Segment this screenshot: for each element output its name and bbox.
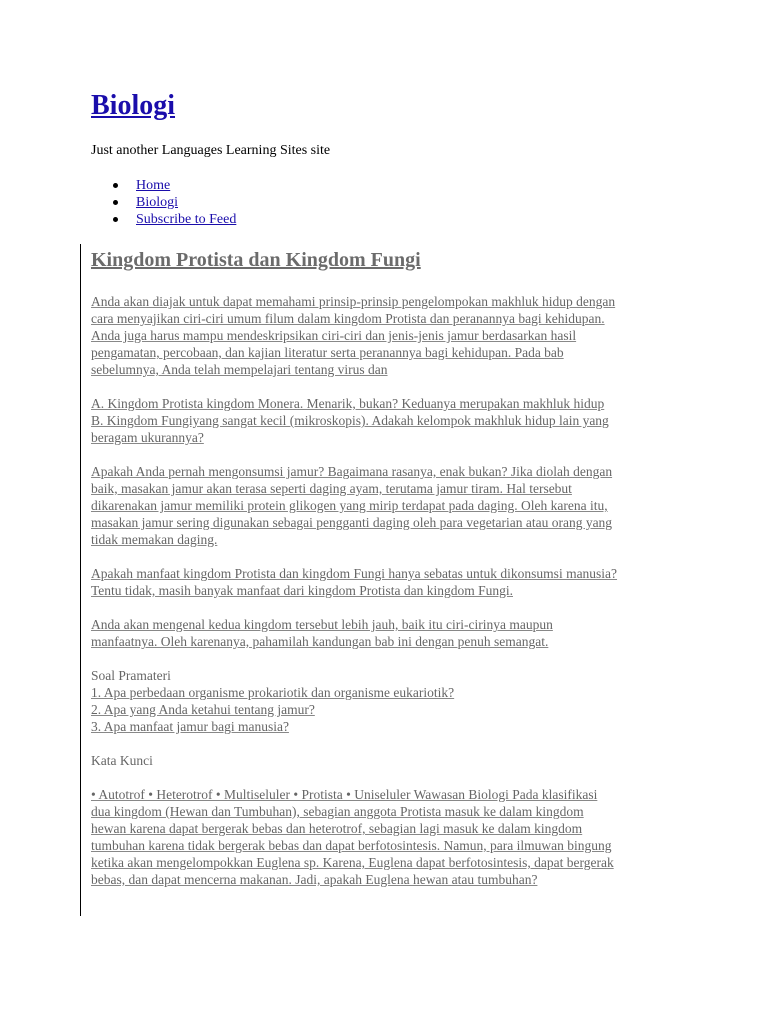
nav-item-home xyxy=(91,177,236,194)
post-soal-pramateri xyxy=(91,667,691,735)
paragraph-line: Apakah Anda pernah mengonsumsi jamur? Bagaimana rasanya, enak bukan? Jika diolah dengan xyxy=(91,464,613,479)
site-title xyxy=(91,88,175,124)
soal-item: 2. Apa yang Anda ketahui tentang jamur? xyxy=(91,702,315,717)
kata-kunci-heading: Kata Kunci xyxy=(91,753,153,768)
paragraph-line: Anda juga harus mampu mendeskripsikan ciri-ciri dan jenis-jenis jamur berdasarkan hasil xyxy=(91,328,577,343)
paragraph-line: Apakah manfaat kingdom Protista dan kingdom Fungi hanya sebatas untuk dikonsumsi manusia? xyxy=(91,566,618,581)
soal-heading: Soal Pramateri xyxy=(91,668,171,683)
paragraph-line: hewan karena dapat bergerak bebas dan heterotrof, sebagian lagi masuk ke dalam kingdom xyxy=(91,821,583,836)
paragraph-line: B. Kingdom Fungiyang sangat kecil (mikroskopis). Adakah kelompok makhluk hidup lain yang xyxy=(91,413,609,428)
site-tagline: Just another Languages Learning Sites site xyxy=(91,143,331,158)
paragraph-line: A. Kingdom Protista kingdom Monera. Menarik, bukan? Keduanya merupakan makhluk hidup xyxy=(91,396,605,411)
nav-link-subscribe-to-feed[interactable]: Subscribe to Feed xyxy=(136,212,237,227)
post-left-border xyxy=(80,244,81,916)
paragraph-line: cara menyajikan ciri-ciri umum filum dalam kingdom Protista dan peranannya bagi kehidupan. xyxy=(91,311,605,326)
paragraph-line: Anda akan diajak untuk dapat memahami prinsip-prinsip pengelompokan makhluk hidup dengan xyxy=(91,294,616,309)
paragraph-line: dikarenakan jamur memiliki protein glikogen yang mirip terdapat pada daging. Oleh karena itu, xyxy=(91,498,608,513)
post-paragraph-intro xyxy=(91,293,691,378)
nav-link-home[interactable]: Home xyxy=(136,178,171,193)
post-paragraph-manfaat xyxy=(91,565,691,599)
site-title-link[interactable]: Biologi xyxy=(91,90,176,121)
paragraph-line: Anda akan mengenal kedua kingdom tersebut lebih jauh, baik itu ciri-cirinya maupun xyxy=(91,617,553,632)
post-paragraph-kingdoms xyxy=(91,395,691,446)
paragraph-line: manfaatnya. Oleh karenanya, pahamilah kandungan bab ini dengan penuh semangat. xyxy=(91,634,549,649)
nav-item-biologi xyxy=(91,194,236,211)
paragraph-line: • Autotrof • Heterotrof • Multiseluler • Protista • Uniseluler Wawasan Biologi Pada klasifikasi xyxy=(91,787,598,802)
paragraph-line: beragam ukurannya? xyxy=(91,430,204,445)
paragraph-line: pengamatan, percobaan, dan kajian literatur serta peranannya bagi kehidupan. Pada bab xyxy=(91,345,564,360)
paragraph-line: masakan jamur sering digunakan sebagai pengganti daging oleh para vegetarian atau orang yang xyxy=(91,515,613,530)
nav-link-biologi[interactable]: Biologi xyxy=(136,195,179,210)
post-article xyxy=(91,246,691,905)
paragraph-line: tumbuhan karena tidak bergerak bebas dan dapat berfotosintesis. Namun, para ilmuwan bingung xyxy=(91,838,612,853)
paragraph-line: bebas, dan dapat mencerna makanan. Jadi, apakah Euglena hewan atau tumbuhan? xyxy=(91,872,538,887)
paragraph-line: dua kingdom (Hewan dan Tumbuhan), sebagian anggota Protista masuk ke dalam kingdom xyxy=(91,804,584,819)
paragraph-line: Tentu tidak, masih banyak manfaat dari kingdom Protista dan kingdom Fungi. xyxy=(91,583,513,598)
post-paragraph-jamur xyxy=(91,463,691,548)
post-kata-kunci xyxy=(91,752,691,769)
post-paragraph-wawasan xyxy=(91,786,691,888)
main-nav xyxy=(91,177,236,228)
post-title[interactable]: Kingdom Protista dan Kingdom Fungi xyxy=(91,249,421,271)
post-paragraph-mengenal xyxy=(91,616,691,650)
paragraph-line: tidak memakan daging. xyxy=(91,532,218,547)
soal-item: 3. Apa manfaat jamur bagi manusia? xyxy=(91,719,289,734)
paragraph-line: baik, masakan jamur akan terasa seperti daging ayam, terutama jamur tiram. Hal tersebut xyxy=(91,481,572,496)
soal-item: 1. Apa perbedaan organisme prokariotik dan organisme eukariotik? xyxy=(91,685,455,700)
paragraph-line: ketika akan mengelompokkan Euglena sp. Karena, Euglena dapat berfotosintesis, dapat bergerak xyxy=(91,855,614,870)
nav-item-subscribe xyxy=(91,211,236,228)
paragraph-line: sebelumnya, Anda telah mempelajari tentang virus dan xyxy=(91,362,388,377)
